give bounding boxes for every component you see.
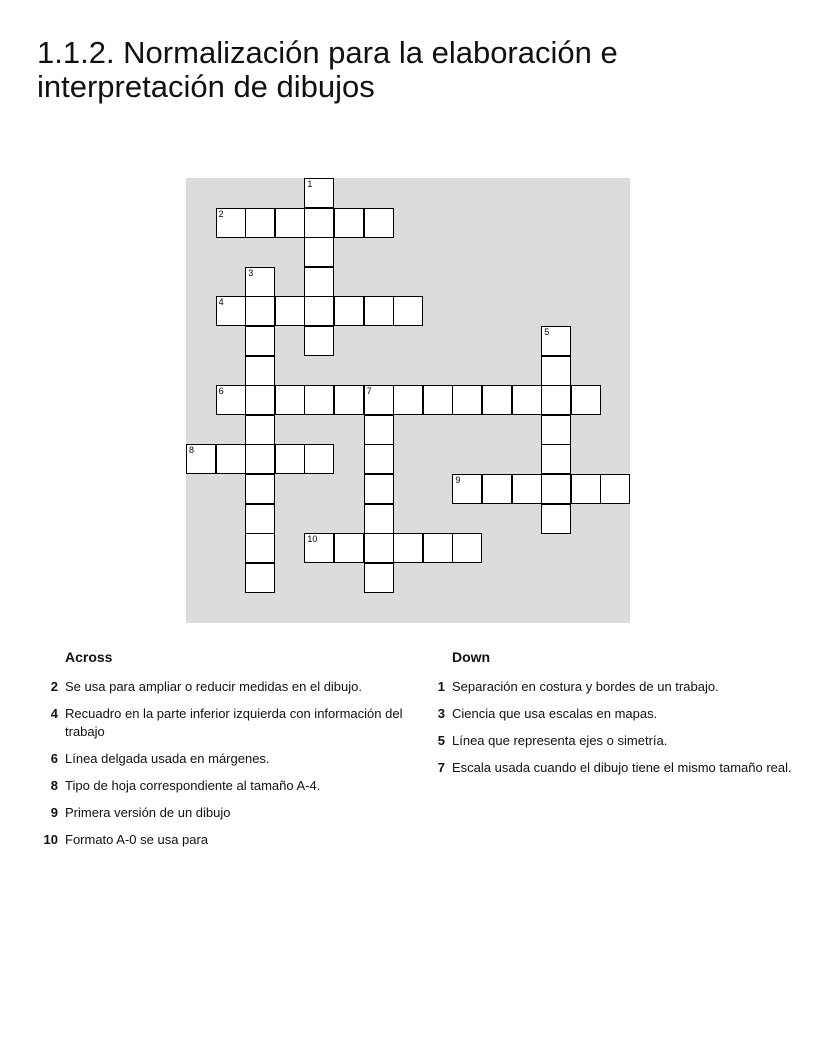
- grid-cell[interactable]: [512, 385, 542, 415]
- clue-number: 10: [43, 832, 58, 847]
- grid-cell[interactable]: [304, 533, 334, 563]
- grid-cell[interactable]: [364, 208, 394, 238]
- clue-number: 8: [50, 778, 58, 793]
- across-heading: Across: [65, 649, 113, 665]
- clue-text: Escala usada cuando el dibujo tiene el mismo tamaño real.: [452, 760, 792, 775]
- grid-cell[interactable]: [216, 208, 246, 238]
- grid-cell[interactable]: [245, 385, 275, 415]
- grid-cell[interactable]: [482, 474, 512, 504]
- page-title: 1.1.2. Normalización para la elaboración e interpretación de dibujos: [37, 35, 618, 104]
- across-clues: [36, 648, 406, 858]
- grid-cell[interactable]: [275, 385, 305, 415]
- cell-number: 5: [544, 327, 550, 337]
- grid-cell[interactable]: [304, 296, 334, 326]
- clue-number: 9: [50, 805, 58, 820]
- grid-cell[interactable]: [304, 385, 334, 415]
- clue-item: [36, 831, 406, 849]
- grid-cell[interactable]: [245, 326, 275, 356]
- grid-cell[interactable]: [245, 444, 275, 474]
- clue-text: Separación en costura y bordes de un trabajo.: [452, 679, 719, 694]
- grid-cell[interactable]: [482, 385, 512, 415]
- grid-cell[interactable]: [393, 296, 423, 326]
- grid-cell[interactable]: [275, 444, 305, 474]
- grid-cell[interactable]: [541, 356, 571, 386]
- crossword-grid: [186, 178, 630, 623]
- grid-cell[interactable]: [216, 296, 246, 326]
- grid-cell[interactable]: [393, 385, 423, 415]
- clue-item: [423, 759, 793, 777]
- cell-number: 6: [218, 386, 224, 397]
- grid-cell[interactable]: [334, 385, 364, 415]
- clue-text: Se usa para ampliar o reducir medidas en el dibujo.: [65, 679, 363, 694]
- grid-cell[interactable]: [275, 208, 305, 238]
- grid-cell[interactable]: [216, 385, 246, 415]
- clue-number: 7: [437, 760, 445, 775]
- grid-cell[interactable]: [245, 356, 275, 386]
- grid-cell[interactable]: [364, 474, 394, 504]
- grid-cell[interactable]: [245, 415, 275, 445]
- cell-number: 10: [307, 534, 318, 545]
- clue-number: 6: [50, 751, 58, 766]
- grid-cell[interactable]: [364, 415, 394, 445]
- cell-number: 3: [248, 267, 254, 278]
- grid-cell[interactable]: [452, 385, 482, 415]
- grid-cell[interactable]: [304, 237, 334, 267]
- grid-cell[interactable]: [304, 208, 334, 238]
- clue-item: [36, 705, 406, 741]
- grid-cell[interactable]: [452, 533, 482, 563]
- clue-number: 5: [437, 733, 445, 748]
- grid-cell[interactable]: [541, 385, 571, 415]
- down-heading: Down: [452, 649, 491, 665]
- grid-cell[interactable]: [423, 533, 453, 563]
- grid-cell[interactable]: [245, 296, 275, 326]
- clue-text: Formato A-0 se usa para: [65, 832, 209, 847]
- grid-cell[interactable]: [334, 533, 364, 563]
- clue-item: [423, 678, 793, 696]
- grid-cell[interactable]: [452, 474, 482, 504]
- grid-cell[interactable]: [364, 296, 394, 326]
- clue-item: [36, 777, 406, 795]
- grid-cell[interactable]: [541, 444, 571, 474]
- clue-text: Tipo de hoja correspondiente al tamaño A-4.: [65, 778, 321, 793]
- clue-number: 4: [50, 706, 58, 721]
- clue-item: [36, 804, 406, 822]
- cell-number: 2: [218, 208, 224, 219]
- grid-cell[interactable]: [364, 563, 394, 593]
- grid-cell[interactable]: [334, 296, 364, 326]
- grid-cell[interactable]: [393, 533, 423, 563]
- grid-cell[interactable]: [571, 385, 601, 415]
- cell-number: 9: [455, 475, 461, 485]
- grid-cell[interactable]: [423, 385, 453, 415]
- clue-item: [36, 678, 406, 696]
- grid-cell[interactable]: [571, 474, 601, 504]
- clue-item: [423, 705, 793, 723]
- clue-text: Primera versión de un dibujo: [65, 805, 231, 820]
- clue-item: [423, 732, 793, 750]
- grid-cell[interactable]: [304, 444, 334, 474]
- clue-number: 2: [50, 679, 58, 694]
- grid-cell[interactable]: [245, 474, 275, 504]
- cell-number: 1: [307, 179, 313, 189]
- down-clue-list: [423, 678, 793, 777]
- clue-item: [36, 750, 406, 768]
- across-clue-list: [36, 678, 406, 849]
- grid-cell[interactable]: [364, 444, 394, 474]
- clue-text: Recuadro en la parte inferior izquierda con información del trabajo: [65, 706, 403, 739]
- clue-number: 1: [437, 679, 445, 694]
- grid-cell[interactable]: [364, 533, 394, 563]
- grid-cell[interactable]: [600, 474, 630, 504]
- grid-cell[interactable]: [245, 267, 275, 297]
- grid-cell[interactable]: [275, 296, 305, 326]
- grid-cell[interactable]: [304, 326, 334, 356]
- grid-cell[interactable]: [304, 267, 334, 297]
- clue-text: Línea delgada usada en márgenes.: [65, 751, 270, 766]
- clue-text: Ciencia que usa escalas en mapas.: [452, 706, 658, 721]
- cell-number: 8: [189, 445, 195, 456]
- cell-number: 7: [366, 386, 372, 397]
- clue-text: Línea que representa ejes o simetría.: [452, 733, 668, 748]
- grid-cell[interactable]: [245, 504, 275, 534]
- down-clues: [423, 648, 793, 786]
- grid-cell[interactable]: [186, 444, 216, 474]
- grid-cell[interactable]: [541, 326, 571, 356]
- clue-number: 3: [437, 706, 445, 721]
- grid-cell[interactable]: [304, 178, 334, 208]
- cell-number: 4: [218, 297, 224, 308]
- grid-cell[interactable]: [541, 415, 571, 445]
- grid-cell[interactable]: [512, 474, 542, 504]
- grid-cell[interactable]: [245, 208, 275, 238]
- grid-cell[interactable]: [364, 385, 394, 415]
- grid-cell[interactable]: [364, 504, 394, 534]
- grid-cell[interactable]: [334, 208, 364, 238]
- grid-cell[interactable]: [541, 504, 571, 534]
- grid-cell[interactable]: [216, 444, 246, 474]
- grid-cell[interactable]: [541, 474, 571, 504]
- grid-cell[interactable]: [245, 563, 275, 593]
- grid-cell[interactable]: [245, 533, 275, 563]
